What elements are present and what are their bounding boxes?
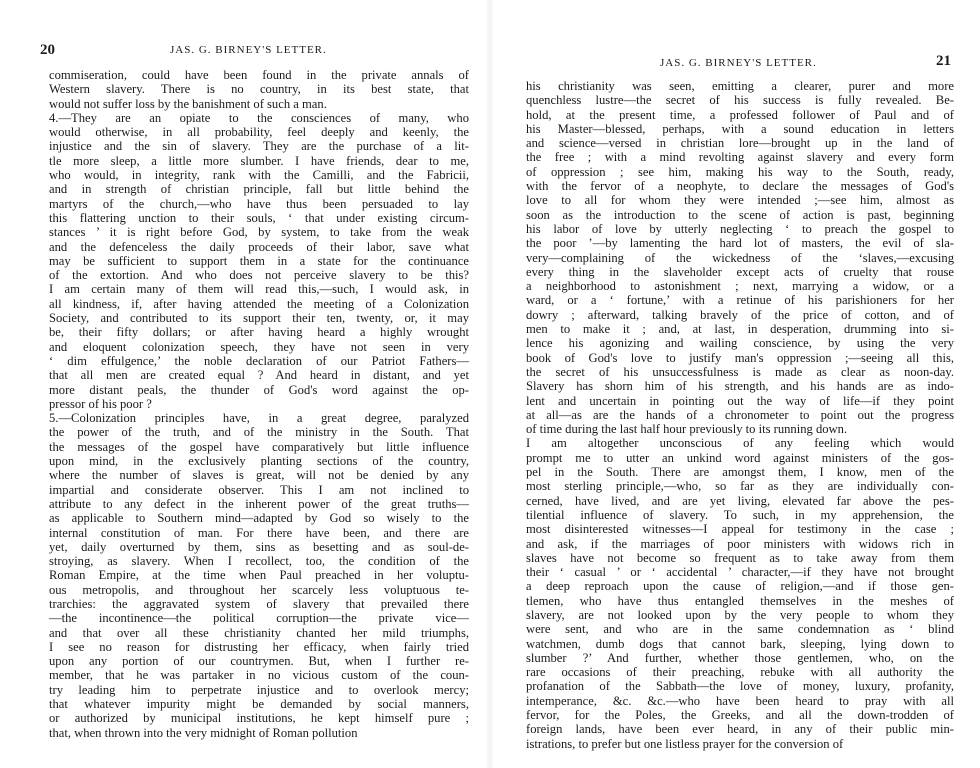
- text-line: would otherwise, in all probability, feel deeply and keenly, the: [49, 125, 469, 140]
- text-line: tle more sleep, a little more slumber. I have friends, dear to me,: [49, 153, 469, 168]
- text-line: rare occasions of their preaching, rebuke with all authority the: [526, 665, 954, 680]
- text-line: 5.—Colonization principles have, in a great degree, paralyzed: [49, 411, 469, 426]
- text-line: fervor, for the Poles, the Greeks, and all the down-trodden of: [526, 708, 954, 723]
- text-line: I am certain many of them will read this,—such, I would ask, in: [49, 282, 469, 297]
- text-line: pressor of his poor ?: [49, 396, 152, 411]
- text-line: Roman Empire, at the time when Paul preached in her voluptu-: [49, 568, 469, 583]
- text-line: or authorized by municipal institutions, he kept himself pure ;: [49, 711, 469, 726]
- text-line: and in strength of christian principle, fall but little behind the: [49, 182, 469, 197]
- text-line: ous metropolis, and throughout her scarcely less voluptuous te-: [49, 582, 469, 597]
- text-line: ‘ dim effulgence,’ the noble declaration of our Patriot Fathers—: [49, 353, 469, 368]
- text-line: of oppression ; see him, making his way to the South, ready,: [526, 164, 954, 179]
- left-page-number: 20: [40, 42, 55, 58]
- text-line: this flattering unction to their souls, ‘ that under existing circum-: [49, 210, 469, 225]
- text-line: cerned, have lived, and are yet living, elevated far above the pes-: [526, 493, 954, 508]
- text-line: be, their fifty dollars; or after having heard a highly wrought: [49, 325, 469, 340]
- text-line: with the fervor of a neophyte, to declare the messages of God's: [526, 179, 954, 194]
- text-line: his Master—blessed, perhaps, with a sound education in letters: [526, 121, 954, 136]
- text-line: would not suffer loss by the banishment of such a man.: [49, 96, 327, 111]
- left-body-text: [49, 68, 469, 740]
- text-line: injustice and the sin of slavery. They are the purchase of a lit-: [49, 139, 469, 154]
- text-line: intemperance, &c. &c.—who have been heard to pray with all: [526, 693, 954, 708]
- text-line: I see no reason for distrusting her efficacy, when fairly tried: [49, 639, 469, 654]
- text-line: and that over all these christianity chanted her mild triumphs,: [49, 625, 469, 640]
- text-line: lence his agonizing and wailing conscience, by using the very: [526, 336, 954, 351]
- text-line: attribute to any defect in the inherent power of the great truths—: [49, 496, 469, 511]
- text-line: the free ; with a mind revolting against slavery and every form: [526, 150, 954, 165]
- text-line: a neighborhood to astonishment ; next, marrying a widow, or a: [526, 279, 954, 294]
- right-running-head: JAS. G. BIRNEY'S LETTER.: [660, 57, 817, 69]
- text-line: all kindness, if, after having attended the meeting of a Colonization: [49, 296, 469, 311]
- text-line: Society, and contributed to its support their ten, twenty, or, it may: [49, 311, 469, 326]
- text-line: the secret of his unsuccessfulness is made as clear as noon-day.: [526, 364, 954, 379]
- text-line: soon as the introduction to the scene of action is past, beginning: [526, 207, 954, 222]
- text-line: I am altogether unconscious of any feeling which would: [526, 436, 954, 451]
- text-line: as applicable to Southern mind—adapted by God so wisely to the: [49, 511, 469, 526]
- text-line: yet, daily overturned by them, sins as besetting and as soul-de-: [49, 539, 469, 554]
- text-line: more distant peals, the thunder of God's word against the op-: [49, 382, 469, 397]
- text-line: may be sufficient to support them in a state for the continuance: [49, 253, 469, 268]
- text-line: try leading him to perpetrate injustice and to overlook mercy;: [49, 682, 469, 697]
- right-page: [490, 0, 980, 768]
- left-running-head: JAS. G. BIRNEY'S LETTER.: [170, 44, 327, 56]
- text-line: his labor of love by utterly neglecting ‘ to preach the gospel to: [526, 221, 954, 236]
- text-line: martyrs of the church,—who have thus been persuaded to lay: [49, 196, 469, 211]
- text-line: 4.—They are an opiate to the consciences of many, who: [49, 110, 469, 125]
- text-line: Slavery has shorn him of his strength, and his hands are as indo-: [526, 379, 954, 394]
- text-line: and the defenceless the daily proceeds of their labor, save what: [49, 239, 469, 254]
- right-page-number: 21: [936, 53, 951, 69]
- text-line: impartial and considerate observer. This I am not inclined to: [49, 482, 469, 497]
- text-line: the messages of the gospel have comparatively but little influence: [49, 439, 469, 454]
- text-line: member, that he was partaker in no vicious custom of the coun-: [49, 668, 469, 683]
- text-line: commiseration, could have been found in the private annals of: [49, 68, 469, 82]
- text-line: and eloquent colonization speech, they have not seen in very: [49, 339, 469, 354]
- text-line: dowry ; afterward, talking bravely of the price of cotton, and of: [526, 307, 954, 322]
- text-line: where the number of slaves is great, will not be denied by any: [49, 468, 469, 483]
- text-line: lent and uncertain in pointing out the way of life—if they point: [526, 393, 954, 408]
- text-line: quenchless lustre—the secret of his success is fully revealed. Be-: [526, 93, 954, 108]
- text-line: profanation of the Sabbath—the love of money, luxury, profanity,: [526, 679, 954, 694]
- text-line: stroying, as slavery. When I recollect, too, the condition of the: [49, 554, 469, 569]
- text-line: tlemen, who have thus entangled themselves in the meshes of: [526, 593, 954, 608]
- text-line: —the incontinence—the political corruption—the private vice—: [49, 611, 469, 626]
- text-line: book of God's love to justify man's oppression ;—seeing all this,: [526, 350, 954, 365]
- text-line: his christianity was seen, emitting a clearer, purer and more: [526, 79, 954, 93]
- text-line: that, when thrown into the very midnight of Roman pollution: [49, 725, 358, 740]
- text-line: most disinterested witnesses—I appeal for testimony in the case ;: [526, 522, 954, 537]
- text-line: their ‘ casual ’ or ‘ accidental ’ character,—if they have not brought: [526, 565, 954, 580]
- text-line: the power of the truth, and of the ministry in the South. That: [49, 425, 469, 440]
- text-line: ward, or a ‘ fortune,’ with a retinue of his parishioners for her: [526, 293, 954, 308]
- text-line: of the extortion. And who does not perceive slavery to be this?: [49, 268, 469, 283]
- text-line: pel in the South. There are amongst them, I know, men of the: [526, 465, 954, 480]
- text-line: slumber ?’ And further, whether those gentlemen, who, on the: [526, 650, 954, 665]
- text-line: watchmen, dumb dogs that cannot bark, sleeping, lying down to: [526, 636, 954, 651]
- text-line: were sent, and who are in the same condemnation as ‘ blind: [526, 622, 954, 637]
- text-line: upon any portion of our countrymen. But, when I further re-: [49, 654, 469, 669]
- text-line: men to make it ; and, at last, in desperation, drumming into si-: [526, 322, 954, 337]
- text-line: the poor ’—by lamenting the hard lot of masters, the evil of sla-: [526, 236, 954, 251]
- text-line: prompt me to utter an unkind word against ministers of the gos-: [526, 450, 954, 465]
- text-line: istrations, to prefer but one listless prayer for the conversion of: [526, 736, 844, 751]
- text-line: of time during the last half hour previously to its running down.: [526, 422, 848, 437]
- right-body-text: [526, 79, 954, 751]
- text-line: love to all for whom they were intended ;—see him, almost as: [526, 193, 954, 208]
- text-line: foreign lands, have been ever heard, in any of their public min-: [526, 722, 954, 737]
- text-line: every thing in the slaveholder except acts of cruelty that rouse: [526, 264, 954, 279]
- text-line: stances ’ it is right before God, by system, to take from the weak: [49, 225, 469, 240]
- text-line: upon mind, in the exclusively planting sections of the country,: [49, 454, 469, 469]
- text-line: hold, at the present time, a professed follower of Paul and of: [526, 107, 954, 122]
- text-line: internal constitution of man. For there have been, and there are: [49, 525, 469, 540]
- text-line: slaves have not become so frequent as to take away from them: [526, 550, 954, 565]
- text-line: Western slavery. There is no country, in its best state, that: [49, 82, 469, 97]
- text-line: very—complaining of the wickedness of the ‘slaves,—excusing: [526, 250, 954, 265]
- text-line: a deep reproach upon the cause of religion,—and if those gen-: [526, 579, 954, 594]
- text-line: and science—versed in christian lore—brought up in the land of: [526, 136, 954, 151]
- text-line: who would, in integrity, rank with the Camilli, and the Fabricii,: [49, 168, 469, 183]
- text-line: trarchies: the aggravated system of slavery that prevailed there: [49, 596, 469, 611]
- text-line: that whatever impurity might be demanded by social manners,: [49, 697, 469, 712]
- text-line: slavery, are not looked upon by the very people to whom they: [526, 607, 954, 622]
- text-line: that all men are created equal ? And heard in distant, and yet: [49, 368, 469, 383]
- text-line: tilential influence of slavery. To such, in my apprehension, the: [526, 507, 954, 522]
- text-line: at all—as are the hands of a chronometer to point out the progress: [526, 407, 954, 422]
- text-line: most sterling principle,—who, so far as they are individually con-: [526, 479, 954, 494]
- text-line: and ask, if the marriages of poor ministers with widows rich in: [526, 536, 954, 551]
